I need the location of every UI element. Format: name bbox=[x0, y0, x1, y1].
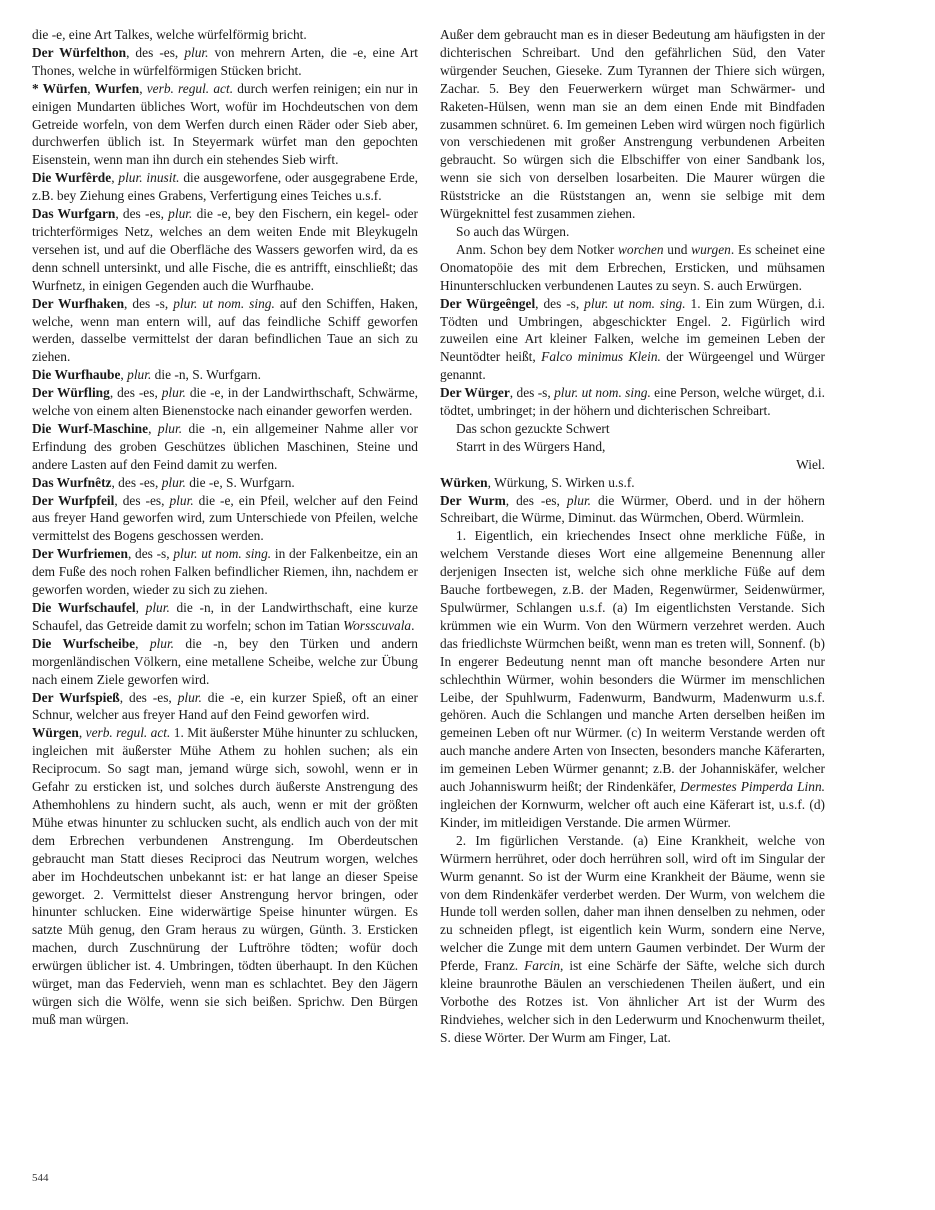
headword: Die Wurfschaufel bbox=[32, 600, 136, 615]
entry-wurf-maschine: Die Wurf-Maschine, plur. die -n, ein allgemeiner Nahme aller vor Erfindung des groben Geschützes üblichen Maschinen, Steine und andere Lasten auf den Feind damit zu werfen. bbox=[32, 420, 418, 472]
headword: Wurfen bbox=[94, 80, 140, 96]
headword: Die Wurfscheibe bbox=[32, 635, 136, 651]
headword: * Würfen bbox=[32, 80, 88, 96]
entry-wuergeengel: Der Würgeêngel, des -s, plur. ut nom. sing. 1. Ein zum Würgen, d.i. Tödten und Umbringen, abgeschickter Engel. 2. Figürlich wird zuweilen eine Art kleiner Falken, welche im gemeinen Leben der Neuntödter heißt, Falco minimus Klein. der Würgeengel und Würger genannt. bbox=[440, 295, 825, 383]
headword: Der Wurfpfeil bbox=[32, 492, 115, 508]
verse-line: Das schon gezuckte Schwert bbox=[456, 420, 610, 436]
verse-line: Starrt in des Würgers Hand, bbox=[456, 438, 606, 454]
entry-wuerken: Würken, Würkung, S. Wirken u.s.f. bbox=[440, 474, 635, 490]
entry-wurfnetz: Das Wurfnêtz, des -es, plur. die -e, S. Wurfgarn. bbox=[32, 474, 295, 490]
sense-paragraph: 2. Im figürlichen Verstande. (a) Eine Krankheit, welche von Würmern herrühret, oder doch herrühren soll, wird oft im Singular der Wurm genannt. So ist der Wurm eine Krankheit der Bäume, wenn sie von dem Rindenkäfer verderbet werden. Der Wurm, von welchem die Hunde toll werden sollen, daher man ihnen denselben zu nehmen, oder zu schneiden pflegt, ist eigentlich kein Wurm, sondern eine Nerve, welcher die Zunge mit dem untern Gaumen verbindet. Der Wurm der Pferde, Franz. Farcin, ist eine Schärfe der Säfte, welche sich durch kleine braunrothe Bäulen an verschiedenen Theilen äußert, und ein Vorbothe des Rotzes ist. Von ähnlicher Art ist der Wurm des Rindviehes, welcher sich in den Lederwurm und Knochenwurm theilet, S. diese Wörter. Der Wurm am Finger, Lat. bbox=[440, 832, 825, 1045]
headword: Das Wurfgarn bbox=[32, 206, 116, 222]
headword: Der Wurfriemen bbox=[32, 546, 128, 562]
entry-wurfpfeil: Der Wurfpfeil, des -es, plur. die -e, ein Pfeil, welcher auf den Feind aus freyer Hand geworfen wird, zum Unterschiede von Pfeilen, welche vermittelst des Bogens geschossen werden. bbox=[32, 492, 418, 544]
entry-wuerfelthon: Der Würfelthon, des -es, plur. von mehrern Arten, die -e, eine Art Thones, welche in würfelförmigen Stücken bricht. bbox=[32, 44, 419, 78]
entry-wurfhaken: Der Wurfhaken, des -s, plur. ut nom. sing. auf den Schiffen, Haken, welche, wenn man entern will, auf das feindliche Schiff geworfen werden, dasselbe vermittelst der daran befindlichen Taue an sich zu ziehen. bbox=[32, 295, 418, 365]
headword: Die Wurf-Maschine bbox=[32, 420, 149, 436]
headword: Würken bbox=[440, 474, 488, 490]
entry-wuerfling: Der Würfling, des -es, plur. die -e, in der Landwirthschaft, Schwärme, welche von einem alten Bienenstocke nach einander geworfen werden. bbox=[32, 385, 418, 419]
entry-wurm: Der Wurm, des -es, plur. die Würmer, Oberd. und in der höhern Schreibart, die Würme, Diminut. das Würmchen, Oberd. Würmlein. bbox=[440, 492, 825, 526]
note-text: So auch das Würgen. bbox=[456, 223, 570, 239]
annotation-paragraph: Anm. Schon bey dem Notker worchen und wurgen. Es scheinet eine Onomatopöie des mit dem Erbrechen, Ersticken, und mühsamen Hinunterschlucken verbundenen Lautes zu seyn. S. auch Erwürgen. bbox=[440, 241, 826, 293]
entry-wurfschaufel: Die Wurfschaufel, plur. die -n, in der Landwirthschaft, eine kurze Schaufel, das Getreide damit zu worfeln; schon im Tatian Worsscuvala. bbox=[32, 600, 418, 633]
entry-wurfspiess: Der Wurfspieß, des -es, plur. die -e, ein kurzer Spieß, oft an einer Schnur, welcher aus freyer Hand auf den Feind geworfen wird. bbox=[32, 689, 418, 723]
entry-wuerger: Der Würger, des -s, plur. ut nom. sing. eine Person, welche würget, d.i. tödtet, umbringet; in der höhern und dichterischen Schreibart. bbox=[440, 385, 825, 419]
headword: Der Würfling bbox=[32, 385, 110, 401]
continuation-text: Außer dem gebraucht man es in dieser Bedeutung am häufigsten in der dichterischen Schreibart. Und den gefährlichen Süd, den Vater würgender Seuchen, Gieseke. Zum Tyrannen der Thiere sich würgen, Zachar. 5. Bey den Feuerwerkern würget man Schwärmer- und Raketen-Hülsen, wenn man sie an dem einen Ende mit Bindfaden zusammen schnüret. 6. Im gemeinen Leben wird würgen noch figürlich von verschiedenen mit großer Anstrengung verbundenen Arbeiten gebraucht. So würgen sich die Elbschiffer von einer Sandbank los, wenn sie sich von derselben losarbeiten. Die Maurer würgen die Rüststricke an die Rüststangen an, wenn sie selbige mit dem Würgeknittel fest zusammen ziehen. bbox=[440, 27, 825, 222]
headword: Das Wurfnêtz bbox=[32, 474, 112, 490]
verse-attribution: Wiel. bbox=[796, 456, 825, 472]
headword: Die Wurfhaube bbox=[32, 367, 121, 383]
headword: Der Würgeêngel bbox=[440, 295, 536, 311]
entry-wuerfen: * Würfen, Wurfen, verb. regul. act. durch werfen reinigen; ein nur in einigen Mundarten übliches Wort, wofür im Hochdeutschen von dem Getreide worfeln, von dem Werfen durch einen Räder oder Sieb aber, durchwerfen üblich ist. In Steyermark würfet man den gepochten Eisenstein, wenn man ihn durch ein stehendes Sieb wirft. bbox=[32, 80, 418, 168]
headword: Der Wurfhaken bbox=[32, 295, 125, 311]
entry-wurfhaube: Die Wurfhaube, plur. die -n, S. Wurfgarn. bbox=[32, 367, 261, 383]
continuation-text: die -e, eine Art Talkes, welche würfelförmig bricht. bbox=[32, 27, 307, 42]
entry-wurfgarn: Das Wurfgarn, des -es, plur. die -e, bey den Fischern, ein kegel- oder trichterförmiges Netz, welches an dem weiten Ende mit Bleykugeln versehen ist, und auf die Oberfläche des Wassers geworfen wird, da es denn schnell untersinkt, und alle Fische, die es antrifft, einschließt; das Wurfnetz, in einigen Gegenden auch die Wurfhaube. bbox=[32, 206, 418, 293]
sense-paragraph: 1. Eigentlich, ein kriechendes Insect ohne merkliche Füße, in welchem Verstande dieses Wort eine allgemeine Benennung aller derjenigen Insecten ist, welche sich ohne merkliche Füße auf dem Bauche fortbewegen, z.B. der Maden, Regenwürmer, Seidenwürmer, Spulwürmer, Schlangen u.s.f. (a) Im eigentlichsten Verstande. Sich krümmen wie ein Wurm. Von den Würmern verzehret werden. Auch das friedlichste Würmchen beißt, wenn man es treten will, Sonnenf. (b) In engerer Bedeutung nennt man oft manche besondere Arten nur schlechthin Würmer, wohin besonders die Würmer im menschlichen Leibe, der Spuhlwurm, Fadenwurm, Bandwurm, Madenwurm u.s.f. gehören. Auch die Schlangen und manche Arten derselben heißen im gemeinen Leben oft nur Würmer. (c) In weiterm Verstande werden oft auch manche andere Arten von Insecten, besonders manche Käferarten, im gemeinen Leben Würmer genannt; z.B. der Johanniskäfer, welcher auch Johanniswurm heißt; der Rindenkäfer, Dermestes Pimperda Linn. ingleichen der Kornwurm, welcher oft auch eine Käferart ist, u.s.f. (d) Kinder, im mitleidigen Verstande. Die armen Würmer. bbox=[440, 528, 825, 830]
entry-wuergen: Würgen, verb. regul. act. 1. Mit äußerster Mühe hinunter zu schlucken, ingleichen mit äußerster Mühe Athem zu hohlen suchen; als ein Reciprocum. So sagt man, jemand würge sich, sowohl, wenn er in Gefahr zu ersticken ist, und solches durch äußerste Anstrengung des Athemhohlens zu hindern sucht, als auch, wenn er mit der größten Mühe etwas hinunter zu schlucken sucht, als endlich auch von der mit dem Erbrechen verbundenen Anstrengung. Im Oberdeutschen gebraucht man Statt dieses Reciproci das Neutrum worgen, welches aber im Hochdeutschen unbekannt ist: er hat lange an dieser Speise geworget. 2. Vermittelst dieser Anstrengung hervor bringen, oder hinunter schlucken. Eine widerwärtige Speise hinunter würgen. Es satzte Müh genug, den Gram heraus zu würgen, Günth. 3. Ersticken machen, durch Zuschnürung der Luftröhre tödten; wofür doch erwürgen üblicher ist. 4. Umbringen, tödten überhaupt. In den Küchen würget, man das Federvieh, wenn man es schlachtet. Bey den Jägern würgen sich die Wölfe, wenn sie sich beißen. Sprichw. Den Bürgen muß man würgen. bbox=[32, 725, 418, 1027]
entry-wurfriemen: Der Wurfriemen, des -s, plur. ut nom. sing. in der Falkenbeitze, ein an dem Fuße des noch rohen Falken befindlicher Riemen, ihn, nachdem er geworfen worden, wieder zu sich zu ziehen. bbox=[32, 546, 419, 598]
left-column bbox=[32, 26, 418, 1029]
headword: Der Wurfspieß bbox=[32, 689, 120, 705]
headword: Die Wurfêrde bbox=[32, 170, 112, 186]
headword: Der Wurm bbox=[440, 492, 506, 508]
entry-wurferde: Die Wurfêrde, plur. inusit. die ausgeworfene, oder ausgegrabene Erde, z.B. bey Ziehung eines Grabens, Verfertigung eines Teiches u.s.f. bbox=[32, 170, 418, 204]
right-column bbox=[440, 26, 825, 1047]
headword: Der Würfelthon bbox=[32, 44, 127, 60]
entry-wurfscheibe: Die Wurfscheibe, plur. die -n, bey den Türken und andern morgenländischen Völkern, eine metallene Scheibe, welche zur Übung nach einem Ziele geworfen wird. bbox=[32, 635, 418, 687]
page-number: 544 bbox=[32, 1172, 49, 1184]
headword: Der Würger bbox=[440, 385, 510, 401]
headword: Würgen bbox=[32, 725, 79, 741]
